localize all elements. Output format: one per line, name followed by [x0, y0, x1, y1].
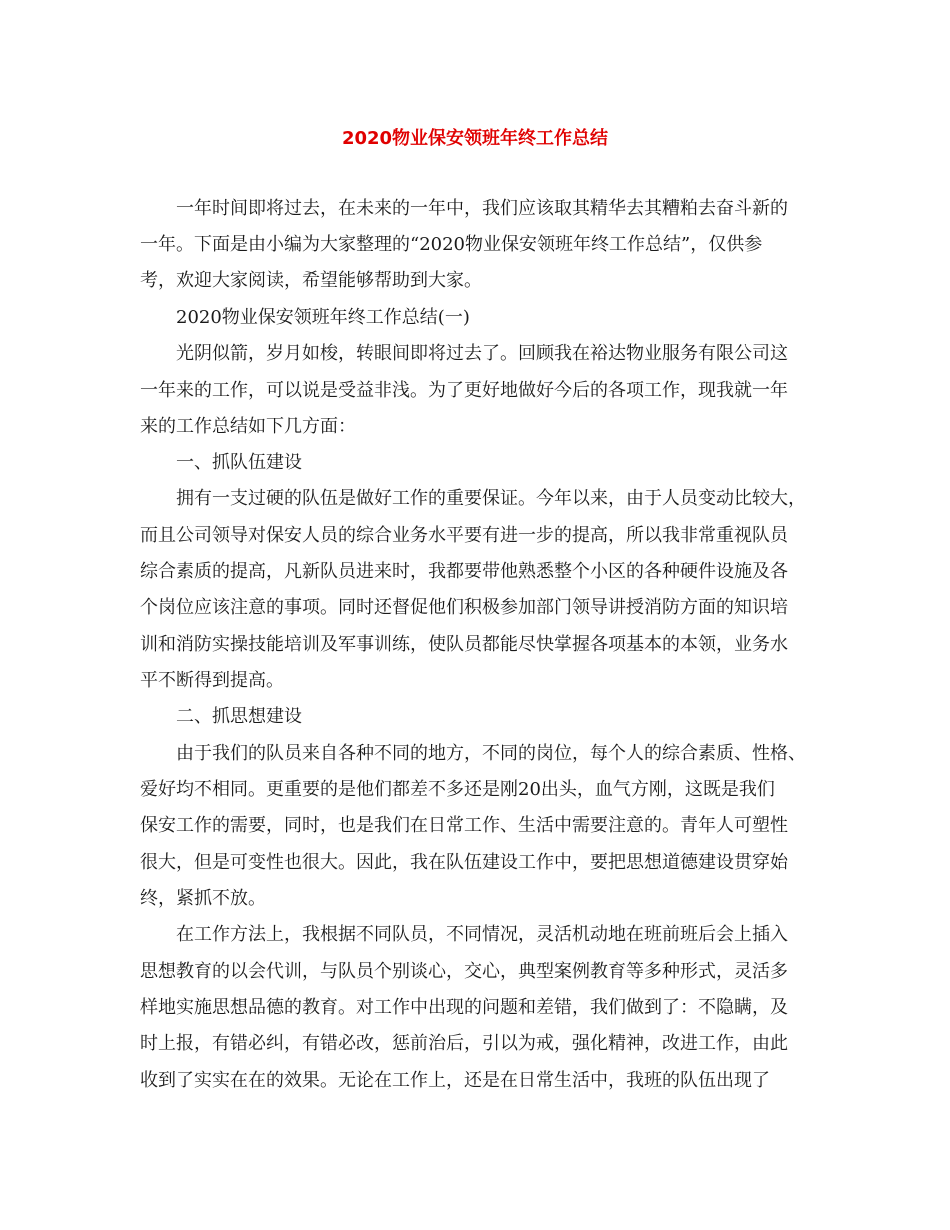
body-line: 爱好均不相同。更重要的是他们都差不多还是刚20出头，血气方刚，这既是我们	[140, 779, 775, 800]
body-line: 时上报，有错必纠，有错必改，惩前治后，引以为戒，强化精神，改进工作，由此	[140, 1033, 788, 1054]
body-line: 考，欢迎大家阅读，希望能够帮助到大家。	[140, 270, 482, 291]
body-line: 训和消防实操技能培训及军事训练，使队员都能尽快掌握各项基本的本领，业务水	[140, 634, 788, 655]
body-line: 由于我们的队员来自各种不同的地方，不同的岗位，每个人的综合素质、性格、	[176, 743, 806, 764]
body-line: 拥有一支过硬的队伍是做好工作的重要保证。今年以来，由于人员变动比较大，	[176, 488, 806, 509]
body-line: 来的工作总结如下几方面：	[140, 416, 356, 437]
body-line: 样地实施思想品德的教育。对工作中出现的问题和差错，我们做到了：不隐瞒，及	[140, 997, 788, 1018]
body-line: 一年来的工作，可以说是受益非浅。为了更好地做好今后的各项工作，现我就一年	[140, 380, 788, 401]
body-line: 保安工作的需要，同时，也是我们在日常工作、生活中需要注意的。青年人可塑性	[140, 815, 788, 836]
body-line: 一年时间即将过去，在未来的一年中，我们应该取其精华去其糟粕去奋斗新的	[176, 198, 788, 219]
body-line: 光阴似箭，岁月如梭，转眼间即将过去了。回顾我在裕达物业服务有限公司这	[176, 343, 788, 364]
body-line: 思想教育的以会代训，与队员个别谈心，交心，典型案例教育等多种形式，灵活多	[140, 961, 788, 982]
document-title: 2020物业保安领班年终工作总结	[341, 128, 609, 149]
body-line: 很大，但是可变性也很大。因此，我在队伍建设工作中，要把思想道德建设贯穿始	[140, 852, 788, 873]
body-line: 二、抓思想建设	[176, 706, 302, 727]
body-line: 综合素质的提高，凡新队员进来时，我都要带他熟悉整个小区的各种硬件设施及各	[140, 561, 788, 582]
body-line: 2020物业保安领班年终工作总结(一)	[176, 307, 470, 328]
body-line: 而且公司领导对保安人员的综合业务水平要有进一步的提高，所以我非常重视队员	[140, 525, 788, 546]
body-line: 在工作方法上，我根据不同队员，不同情况，灵活机动地在班前班后会上插入	[176, 924, 788, 945]
body-line: 一、抓队伍建设	[176, 452, 302, 473]
body-line: 平不断得到提高。	[140, 670, 284, 691]
body-line: 个岗位应该注意的事项。同时还督促他们积极参加部门领导讲授消防方面的知识培	[140, 597, 788, 618]
body-line: 收到了实实在在的效果。无论在工作上，还是在日常生活中，我班的队伍出现了	[140, 1070, 770, 1091]
body-line: 终，紧抓不放。	[140, 888, 266, 909]
body-line: 一年。下面是由小编为大家整理的“2020物业保安领班年终工作总结”，仅供参	[140, 234, 763, 255]
